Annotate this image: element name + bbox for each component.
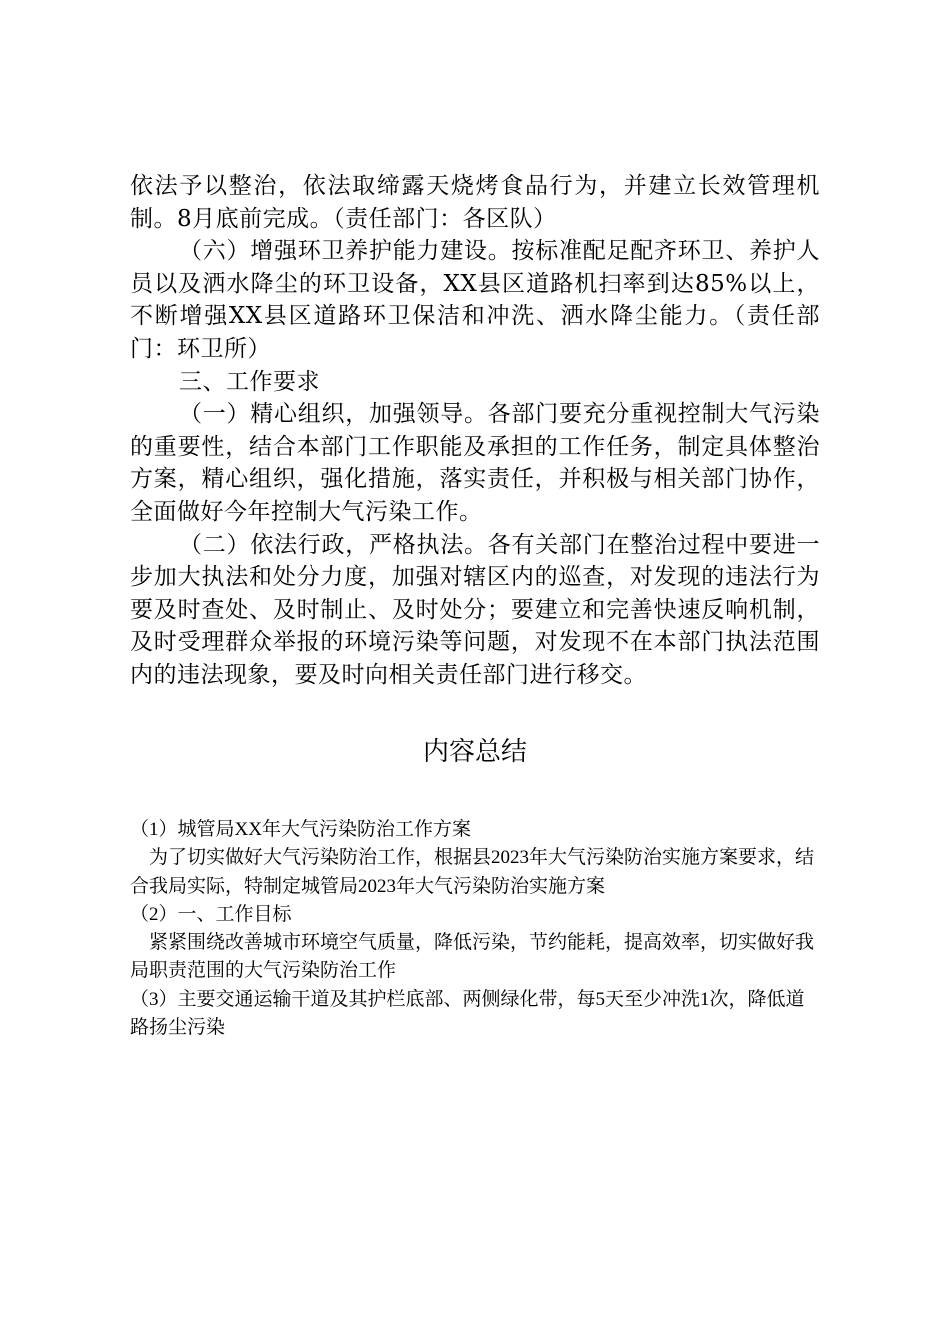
document-body: [130, 170, 820, 692]
paragraph-remediation-deadline: 依法予以整治，依法取缔露天烧烤食品行为，并建立长效管理机制。8月底前完成。（责任部门：各区队）: [130, 173, 820, 232]
summary-item: （3）主要交通运输干道及其护栏底部、两侧绿化带，每5天至少冲洗1次，降低道路扬尘污染: [130, 988, 805, 1039]
paragraph-sanitation-capacity: （六）增强环卫养护能力建设。按标准配足配齐环卫、养护人员以及洒水降尘的环卫设备，XX县区道路机扫率到达85%以上，不断增强XX县区道路环卫保洁和冲洗、洒水降尘能力。（责任部门：环卫所）: [130, 238, 820, 362]
summary-item: （1）城管局XX年大气污染防治工作方案: [130, 819, 471, 840]
summary-title: 内容总结: [422, 737, 527, 767]
paragraph-organization-leadership: （一）精心组织，加强领导。各部门要充分重视控制大气污染的重要性，结合本部门工作职能及承担的工作任务，制定具体整治方案，精心组织，强化措施，落实责任，并积极与相关部门协作，全面做好今年控制大气污染工作。: [130, 401, 820, 525]
summary-section: [130, 816, 822, 1042]
section-heading-work-requirements: 三、工作要求: [179, 368, 320, 395]
summary-item: （2）一、工作目标: [130, 903, 292, 925]
summary-item: 为了切实做好大气污染防治工作，根据县2023年大气污染防治实施方案要求，结合我局实际，特制定城管局2023年大气污染防治实施方案: [130, 847, 815, 897]
paragraph-law-enforcement: （二）依法行政，严格执法。各有关部门在整治过程中要进一步加大执法和处分力度，加强对辖区内的巡查，对发现的违法行为要及时查处、及时制止、及时处分；要建立和完善快速反响机制，及时受理群众举报的环境污染等问题，对发现不在本部门执法范围内的违法现象，要及时向相关责任部门进行移交。: [130, 531, 820, 688]
summary-item: 紧紧围绕改善城市环境空气质量，降低污染，节约能耗，提高效率，切实做好我局职责范围的大气污染防治工作: [130, 932, 815, 982]
